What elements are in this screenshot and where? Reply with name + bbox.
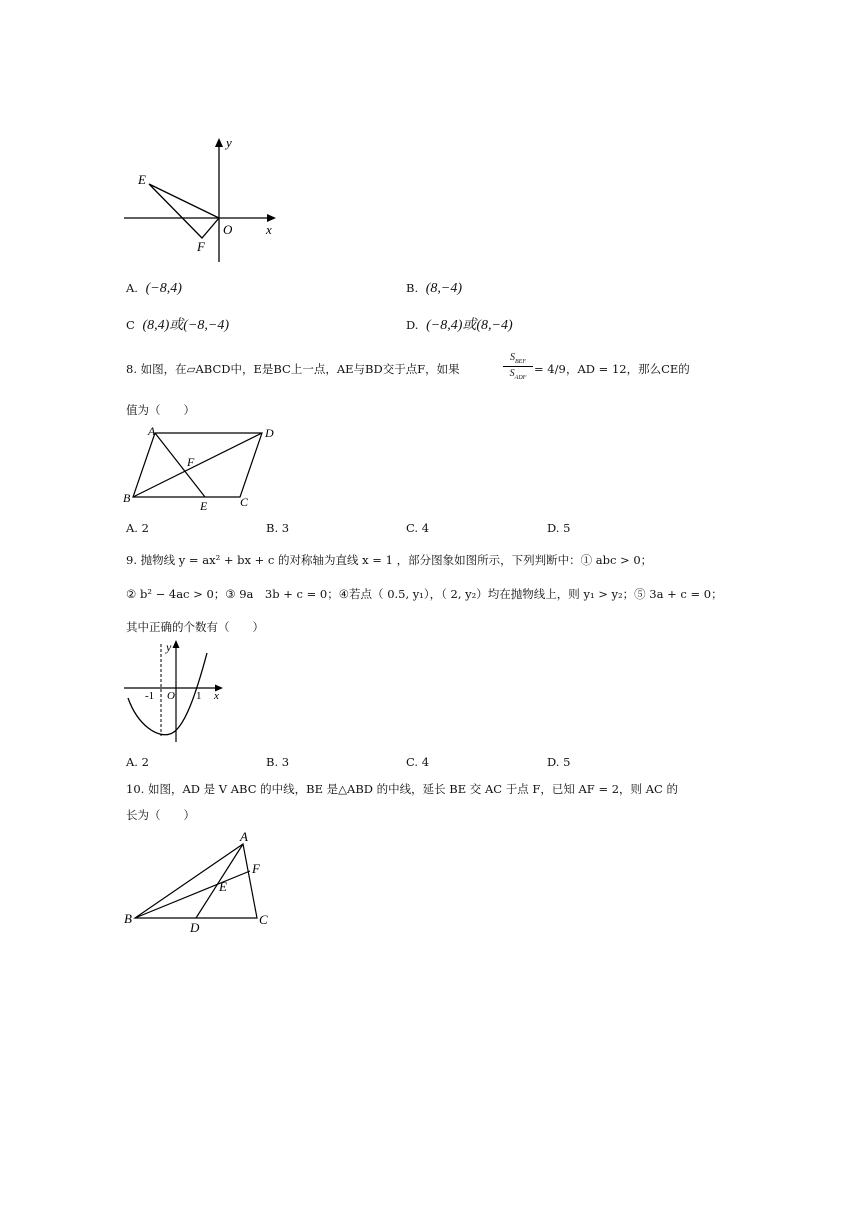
q9-label-O: O (167, 690, 175, 702)
q9-figure (118, 636, 233, 746)
q8-option-a: A. 2 (126, 521, 149, 535)
q7-option-d: D. (−8,4)或(8,−4) (406, 318, 513, 333)
q8-label-D: D (265, 426, 274, 440)
q10-stem-line2: 长为（ ） (126, 808, 195, 822)
q8-label-F: F (187, 455, 195, 469)
q8-option-c: C. 4 (406, 521, 430, 535)
q9-option-c: C. 4 (406, 755, 430, 769)
q8-stem-line1: 8. 如图，在▱ABCD中，E是BC上一点，AE与BD交于点F，如果 (126, 362, 460, 376)
q10-label-F: F (252, 861, 260, 876)
q7-option-b: B. (8,−4) (406, 281, 463, 296)
q9-stem-line2: ② b² − 4ac > 0；③ 9a 3b + c = 0；④若点（ 0.5, y₁），（ 2, y₂）均在抛物线上，则 y₁ > y₂；⑤ 3a + c = 0； (126, 587, 723, 601)
q8-figure (118, 420, 288, 515)
q9-label-y: y (166, 640, 172, 654)
q8-label-C: C (240, 495, 249, 509)
q7-label-O: O (223, 222, 233, 237)
q10-stem-line1: 10. 如图，AD 是 V ABC 的中线，BE 是△ABD 的中线，延长 BE 交 AC 于点 F，已知 AF = 2，则 AC 的 (126, 782, 678, 796)
q10-label-B: B (124, 911, 132, 926)
q9-option-b: B. 3 (266, 755, 290, 769)
q9-stem-line1: 9. 抛物线 y = ax² + bx + c 的对称轴为直线 x = 1 ，部分图象如图所示，下列判断中：① abc > 0； (126, 553, 653, 567)
q8-label-E: E (200, 499, 208, 513)
q8-option-d: D. 5 (547, 521, 571, 535)
q8-label-A: A (148, 424, 156, 438)
q7-label-F: F (197, 239, 205, 254)
q8-fraction: $S_{BEF}$ $S_{ADF}$ (503, 352, 533, 381)
q8-stem-line1-tail: ，AD = 12，那么CE的 (566, 362, 690, 376)
q7-label-E: E (138, 172, 146, 187)
q10-label-E: E (219, 879, 227, 894)
q7-option-c: C (8,4)或(−8,−4) (126, 318, 230, 333)
q9-option-d: D. 5 (547, 755, 571, 769)
q7-label-y: y (226, 135, 232, 150)
q7-label-x: x (266, 222, 272, 237)
q9-label-one: 1 (196, 690, 202, 702)
q9-option-a: A. 2 (126, 755, 149, 769)
q10-figure (118, 825, 283, 935)
q8-fraction-value: = 4/9 (534, 362, 566, 376)
q10-label-C: C (259, 912, 268, 927)
q9-label-x: x (214, 690, 219, 702)
q8-label-B: B (123, 491, 131, 505)
q10-label-A: A (240, 829, 248, 844)
q9-stem-line3: 其中正确的个数有（ ） (126, 620, 264, 634)
q7-figure (118, 130, 288, 270)
q7-option-a: A. (−8,4) (126, 281, 182, 296)
q9-label-minus1: -1 (145, 690, 155, 702)
q8-stem-line2: 值为（ ） (126, 403, 195, 417)
q10-label-D: D (190, 920, 200, 935)
q8-option-b: B. 3 (266, 521, 290, 535)
